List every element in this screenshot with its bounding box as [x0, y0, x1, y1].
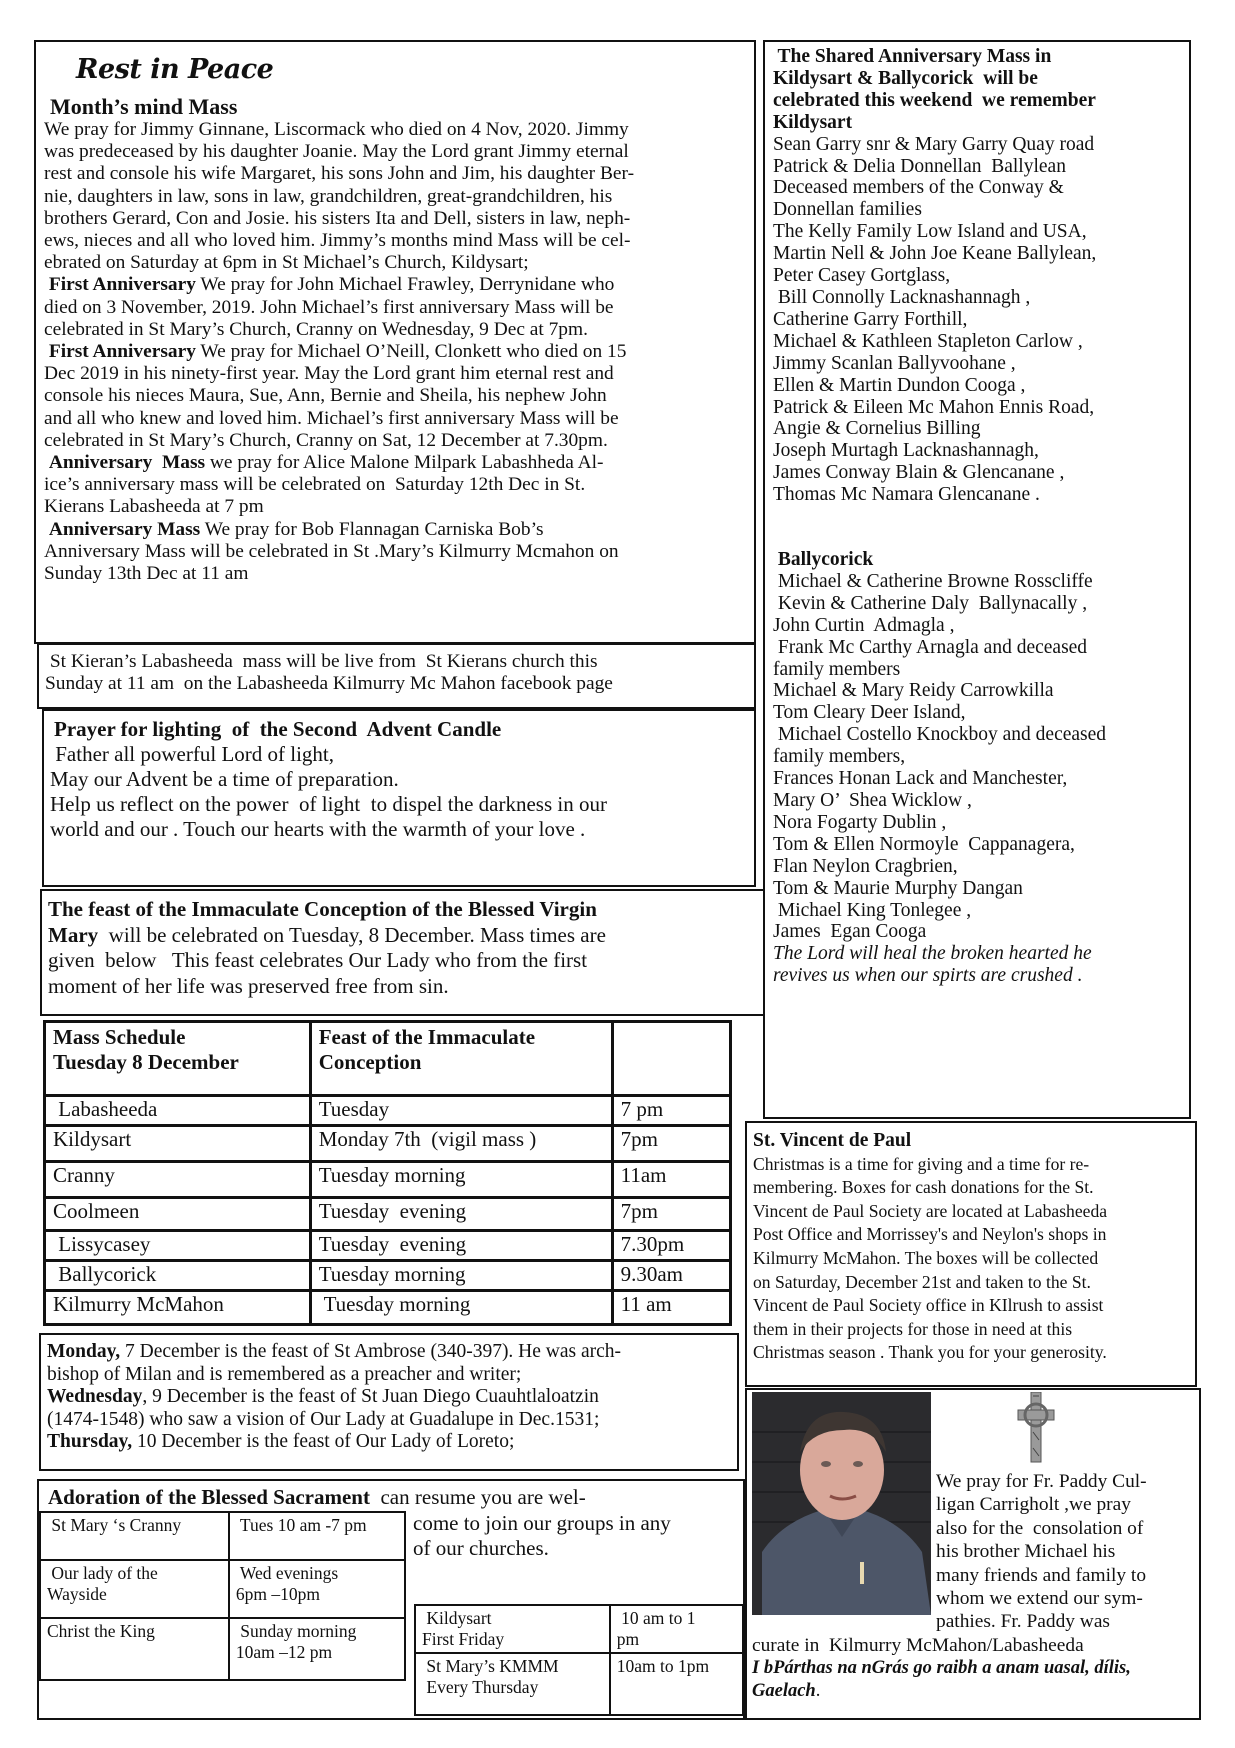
day-cell: Tuesday evening [310, 1231, 612, 1261]
text-line: We pray for Jimmy Ginnane, Liscormack who died on 4 Nov, 2020. Jimmy [44, 119, 629, 140]
adoration-table-right [414, 1604, 744, 1716]
cell-line: 6pm –10pm [235, 1584, 320, 1604]
text-line: Kierans Labasheeda at 7 pm [44, 496, 264, 518]
feast-monday-cont: bishop of Milan and is remembered as a preacher and writer; [47, 1363, 522, 1385]
church-cell [40, 1560, 229, 1618]
irish-blessing-line1: I bPárthas na nGrás go raibh a anam uasal, dílis, [752, 1658, 1131, 1678]
adoration-box [37, 1479, 745, 1720]
fr-paddy-photo [752, 1392, 931, 1615]
text-line: nie, daughters in law, sons in law, grandchildren, great-grandchildren, his [44, 185, 613, 207]
feast-wednesday-cont: (1474-1548) who saw a vision of Our Lady at Guadalupe in Dec.1531; [47, 1408, 600, 1430]
name-item: Michael & Mary Reidy Carrowkilla [773, 680, 1054, 702]
heading-line: The Shared Anniversary Mass in [773, 46, 1052, 67]
name-item: Tom & Maurie Murphy Dangan [773, 877, 1023, 899]
mass-schedule-row [45, 1096, 731, 1126]
header-mass-schedule: Mass Schedule Tuesday 8 December [45, 1022, 311, 1096]
feast-days-box [39, 1333, 739, 1471]
text-line: Anniversary Mass will be celebrated in St .Mary’s Kilmurry Mcmahon on [44, 540, 619, 562]
name-item: Angie & Cornelius Billing [773, 418, 981, 440]
text-line: on Saturday, December 21st and taken to the St. [753, 1271, 1091, 1292]
time-cell [229, 1512, 405, 1560]
rest-in-peace-title: Rest in Peace [76, 54, 274, 85]
immaculate-conception-text [48, 948, 760, 999]
adoration-heading-line: Adoration of the Blessed Sacrament can resume you are wel- [48, 1485, 586, 1509]
text-line: Dec 2019 in his ninety-first year. May the Lord grant him eternal rest and [44, 363, 614, 385]
text-line: celebrated in St Mary’s Church, Cranny on Wednesday, 9 Dec at 7pm. [44, 318, 588, 340]
mass-schedule-row [45, 1291, 731, 1325]
text-line: membering. Boxes for cash donations for the St. [753, 1177, 1094, 1198]
time-cell [229, 1560, 405, 1618]
time-cell [229, 1618, 405, 1680]
months-mind-text [44, 119, 749, 274]
name-item: Michael & Kathleen Stapleton Carlow , [773, 330, 1083, 352]
name-item: James Egan Cooga [773, 921, 927, 943]
text-line: brothers Gerard, Con and Josie. his sisters Ita and Dell, sisters in law, neph- [44, 207, 631, 229]
closing-scripture [773, 943, 1188, 987]
church-cell: Kilmurry McMahon [45, 1291, 311, 1325]
rest-in-peace-box [34, 40, 756, 644]
header-time [612, 1022, 730, 1096]
shared-anniversary-box [763, 40, 1191, 1119]
first-anniversary-2-text [44, 363, 749, 452]
time-cell: 11 am [612, 1291, 730, 1325]
name-item: Martin Nell & John Joe Keane Ballylean, [773, 243, 1097, 265]
text-line: of our churches. [413, 1536, 549, 1560]
text-line: moment of her life was preserved free from sin. [48, 973, 449, 998]
text-line: his brother Michael his [936, 1541, 1116, 1563]
text-line: Sunday 13th Dec at 11 am [44, 563, 249, 585]
text-line: died on 3 November, 2019. John Michael’s first anniversary Mass will be [44, 296, 614, 318]
st-vincent-de-paul-box [745, 1121, 1197, 1387]
st-vincent-text [753, 1153, 1193, 1365]
text-line: console his nieces Maura, Sue, Ann, Bernie and Sheila, his nephew John [44, 385, 607, 407]
church-cell: Kildysart [45, 1126, 311, 1162]
text-line: Kilmurry McMahon. The boxes will be collected [753, 1247, 1099, 1268]
church-cell: Labasheeda [45, 1096, 311, 1126]
name-item: Donnellan families [773, 199, 922, 221]
ballycorick-names-list [773, 571, 1188, 943]
heading-line: celebrated this weekend we remember [773, 89, 1096, 111]
time-cell: 9.30am [612, 1261, 730, 1291]
name-item: family members, [773, 746, 906, 768]
text-line: them in their projects for those in need at this [753, 1318, 1073, 1339]
header-feast: Feast of the Immaculate Conception [310, 1022, 612, 1096]
text-line: Christmas is a time for giving and a time for re- [753, 1153, 1090, 1174]
adoration-intro-text [413, 1511, 671, 1561]
name-item: Frank Mc Carthy Arnagla and deceased [773, 636, 1088, 658]
text-line: Vincent de Paul Society are located at Labasheeda [753, 1200, 1108, 1221]
cell-line: Our lady of the [47, 1563, 158, 1583]
text-line: Vincent de Paul Society office in KIlrush to assist [753, 1295, 1104, 1316]
scripture-line: revives us when our spirts are crushed . [773, 965, 1083, 987]
cell-line: pm [616, 1629, 640, 1649]
time-cell [610, 1653, 743, 1715]
day-cell: Monday 7th (vigil mass ) [310, 1126, 612, 1162]
day-cell: Tuesday [310, 1096, 612, 1126]
cell-line: Kildysart [422, 1608, 492, 1628]
name-item: Peter Casey Gortglass, [773, 265, 951, 287]
mass-schedule-row [45, 1261, 731, 1291]
name-item: Thomas Mc Namara Glencanane . [773, 484, 1040, 506]
cell-line: Wed evenings [235, 1563, 339, 1583]
feast-thursday: Thursday, 10 December is the feast of Our Lady of Loreto; [47, 1431, 515, 1452]
cell-line: St Mary ‘s Cranny [47, 1515, 182, 1535]
mass-schedule-row [45, 1231, 731, 1261]
name-item: Catherine Garry Forthill, [773, 308, 968, 330]
church-cell: Ballycorick [45, 1261, 311, 1291]
advent-prayer-heading: Prayer for lighting of the Second Advent Candle [54, 717, 502, 741]
immaculate-conception-box [40, 889, 766, 1016]
time-cell: 11am [612, 1162, 730, 1198]
text-line: ligan Carrigholt ,we pray [936, 1494, 1131, 1516]
adoration-row [40, 1512, 405, 1560]
text-line: St Kieran’s Labasheeda mass will be live from St Kierans church this [45, 651, 598, 672]
portrait-illustration [752, 1392, 931, 1615]
name-item: Patrick & Delia Donnellan Ballylean [773, 155, 1066, 177]
name-item: family members [773, 658, 901, 680]
text-line: ews, nieces and all who loved him. Jimmy’s months mind Mass will be cel- [44, 230, 631, 252]
first-anniversary-1-text [44, 297, 749, 341]
cell-line: St Mary’s KMMM [422, 1656, 559, 1676]
adoration-row [415, 1653, 743, 1715]
adoration-row [40, 1560, 405, 1618]
name-item: Bill Connolly Lacknashannagh , [773, 286, 1031, 308]
text-line: whom we extend our sym- [936, 1588, 1143, 1610]
text-line: many friends and family to [936, 1564, 1147, 1586]
scripture-line: The Lord will heal the broken hearted he [773, 943, 1092, 965]
church-cell [415, 1605, 610, 1653]
months-mind-heading: Month’s mind Mass [50, 94, 238, 119]
text-line: also for the consolation of [936, 1517, 1144, 1539]
cell-line: 10 am to 1 [616, 1608, 696, 1628]
anniversary-mass-2: Anniversary Mass We pray for Bob Flannagan Carniska Bob’s [48, 518, 544, 540]
name-item: Michael Costello Knockboy and deceased [773, 724, 1107, 746]
cell-line: Wayside [47, 1584, 107, 1604]
immaculate-conception-heading: The feast of the Immaculate Conception of the Blessed Virgin [48, 897, 597, 921]
heading-line: Kildysart & Ballycorick will be [773, 67, 1038, 89]
st-vincent-heading: St. Vincent de Paul [753, 1130, 912, 1151]
prayer-line: world and our . Touch our hearts with the warmth of your love . [50, 817, 586, 841]
church-cell: Cranny [45, 1162, 311, 1198]
cell-line: Christ the King [47, 1621, 155, 1641]
text-line: rest and console his wife Margaret, his sons John and Jim, his daughter Ber- [44, 163, 635, 185]
church-cell: Lissycasey [45, 1231, 311, 1261]
day-cell: Tuesday evening [310, 1198, 612, 1231]
text-line: Sunday at 11 am on the Labasheeda Kilmurry Mc Mahon facebook page [45, 673, 613, 695]
time-cell: 7.30pm [612, 1231, 730, 1261]
advent-prayer-text [50, 742, 750, 842]
cell-line: Sunday morning [235, 1621, 357, 1641]
text-line: celebrated in St Mary’s Church, Cranny on Sat, 12 December at 7.30pm. [44, 429, 608, 451]
celtic-cross-icon [1016, 1392, 1056, 1464]
time-cell: 7pm [612, 1198, 730, 1231]
name-item: Nora Fogarty Dublin , [773, 811, 947, 833]
cell-line: Every Thursday [422, 1677, 539, 1697]
name-item: Frances Honan Lack and Manchester, [773, 768, 1068, 790]
name-item: Deceased members of the Conway & [773, 177, 1064, 199]
day-cell: Tuesday morning [310, 1291, 612, 1325]
text-line: Post Office and Morrissey's and Neylon's shops in [753, 1224, 1107, 1245]
name-item: Joseph Murtagh Lacknashannagh, [773, 440, 1039, 462]
name-item: Sean Garry snr & Mary Garry Quay road [773, 133, 1095, 155]
text-line: come to join our groups in any [413, 1511, 671, 1535]
cell-line: First Friday [422, 1629, 505, 1649]
adoration-table-left [39, 1511, 406, 1681]
live-stream-notice-box [37, 643, 756, 709]
text-line: ice’s anniversary mass will be celebrated on Saturday 12th Dec in St. [44, 474, 586, 496]
immaculate-conception-line2: Mary will be celebrated on Tuesday, 8 December. Mass times are [48, 922, 606, 947]
name-item: Tom Cleary Deer Island, [773, 702, 966, 724]
text-line: given below This feast celebrates Our Lady who from the first [48, 948, 588, 972]
day-cell: Tuesday morning [310, 1162, 612, 1198]
name-item: Mary O’ Shea Wicklow , [773, 790, 972, 811]
church-cell [40, 1618, 229, 1680]
anniversary-mass-1-text [44, 474, 749, 518]
fr-paddy-text [936, 1470, 1198, 1634]
name-item: Patrick & Eileen Mc Mahon Ennis Road, [773, 396, 1095, 418]
feast-monday: Monday, 7 December is the feast of St Ambrose (340-397). He was arch- [47, 1341, 622, 1362]
prayer-line: Help us reflect on the power of light to dispel the darkness in our [50, 792, 607, 816]
text-line: ebrated on Saturday at 6pm in St Michael’s Church, Kildysart; [44, 252, 529, 274]
church-cell [415, 1653, 610, 1715]
time-cell: 7pm [612, 1126, 730, 1162]
mass-schedule-row [45, 1126, 731, 1162]
fr-paddy-curate-line: curate in Kilmurry McMahon/Labasheeda [752, 1635, 1084, 1656]
name-item: Flan Neylon Cragbrien, [773, 855, 958, 877]
name-item: Michael King Tonlegee , [773, 899, 972, 921]
time-cell [610, 1605, 743, 1653]
name-item: John Curtin Admagla , [773, 614, 955, 636]
name-item: Michael & Catherine Browne Rosscliffe [773, 570, 1093, 592]
heading-line: Kildysart [773, 111, 853, 133]
live-stream-notice-text [45, 651, 750, 695]
adoration-row [415, 1605, 743, 1653]
cell-line: 10am to 1pm [616, 1656, 710, 1676]
text-line: Christmas season . Thank you for your generosity. [753, 1342, 1107, 1363]
ballycorick-heading: Ballycorick [773, 549, 874, 571]
name-item: Ellen & Martin Dundon Cooga , [773, 374, 1026, 396]
kildysart-names-list [773, 134, 1188, 506]
mass-schedule-table [43, 1020, 732, 1326]
prayer-line: Father all powerful Lord of light, [50, 742, 335, 766]
cell-line: Tues 10 am -7 pm [235, 1515, 367, 1535]
mass-schedule-row [45, 1162, 731, 1198]
name-item: The Kelly Family Low Island and USA, [773, 221, 1087, 243]
name-item: Kevin & Catherine Daly Ballynacally , [773, 592, 1088, 614]
irish-blessing-line2: Gaelach. [752, 1681, 821, 1701]
name-item: James Conway Blain & Glencanane , [773, 462, 1065, 484]
mass-schedule-row [45, 1198, 731, 1231]
anniversary-mass-2-text [44, 541, 749, 585]
first-anniversary-1: First Anniversary We pray for John Michael Frawley, Derrynidane who [48, 274, 615, 296]
name-item: Tom & Ellen Normoyle Cappanagera, [773, 833, 1075, 855]
day-cell: Tuesday morning [310, 1261, 612, 1291]
time-cell: 7 pm [612, 1096, 730, 1126]
text-line: We pray for Fr. Paddy Cul- [936, 1471, 1147, 1492]
advent-prayer-box [42, 709, 756, 887]
anniversary-mass-1: Anniversary Mass we pray for Alice Malone Milpark Labashheda Al- [48, 452, 604, 474]
feast-wednesday: Wednesday, 9 December is the feast of St Juan Diego Cuauhtlaloatzin [47, 1386, 599, 1407]
first-anniversary-2: First Anniversary We pray for Michael O’Neill, Clonkett who died on 15 [48, 341, 627, 363]
shared-anniversary-heading [773, 46, 1188, 134]
adoration-row [40, 1618, 405, 1680]
prayer-line: May our Advent be a time of preparation. [50, 767, 399, 791]
church-cell: Coolmeen [45, 1198, 311, 1231]
text-line: pathies. Fr. Paddy was [936, 1611, 1110, 1633]
text-line: was predeceased by his daughter Joanie. May the Lord grant Jimmy eternal [44, 141, 629, 163]
name-item: Jimmy Scanlan Ballyvoohane , [773, 352, 1016, 374]
mass-schedule-header [45, 1022, 731, 1096]
church-cell [40, 1512, 229, 1560]
fr-paddy-box [745, 1388, 1201, 1720]
cell-line: 10am –12 pm [235, 1642, 333, 1662]
text-line: and all who knew and loved him. Michael’s first anniversary Mass will be [44, 407, 619, 429]
